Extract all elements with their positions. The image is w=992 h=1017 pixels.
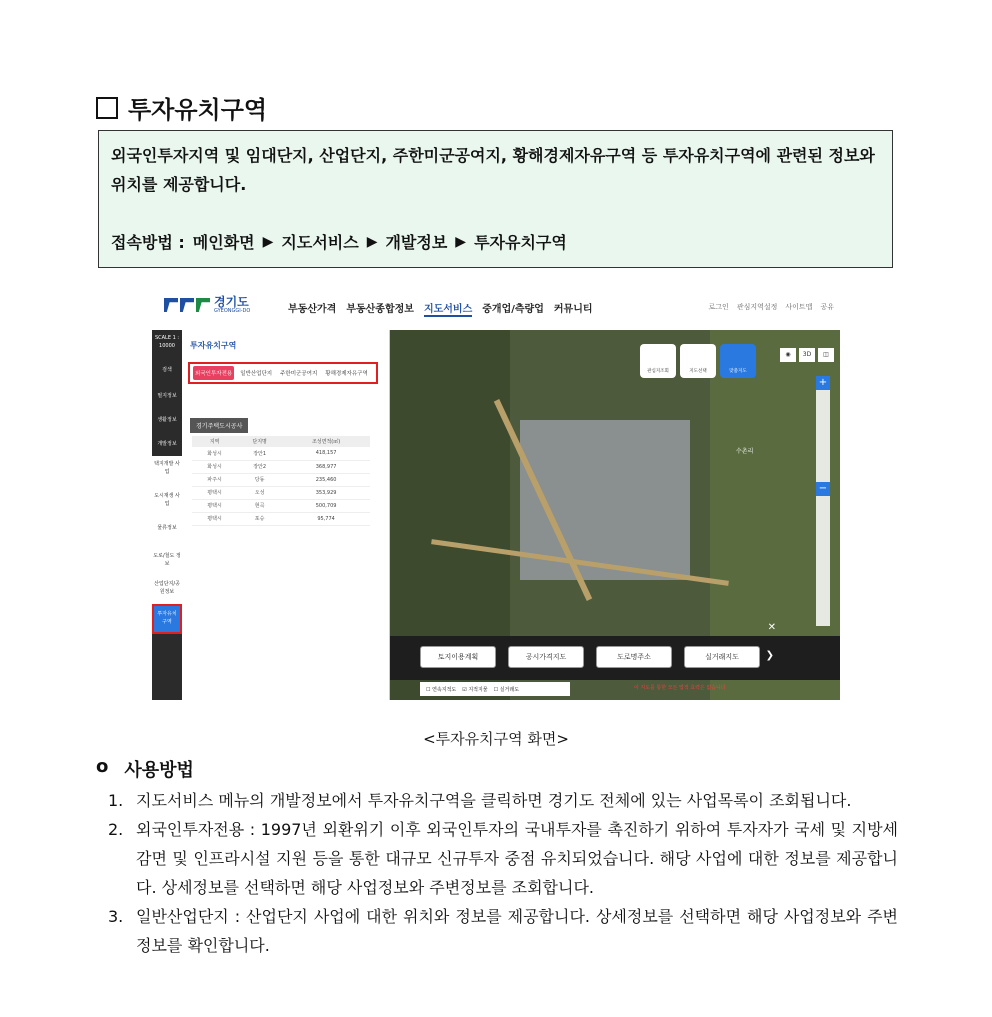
checkbox-square-icon <box>96 97 118 119</box>
sidebar-item-search[interactable]: 검색 <box>162 367 172 373</box>
table-row[interactable] <box>192 512 370 525</box>
map-bottom-bar <box>390 622 840 680</box>
sidebar-item-regen[interactable]: 도시재생 사업 <box>152 488 182 520</box>
utility-links <box>709 302 834 312</box>
main-nav <box>288 300 593 317</box>
map-layer-buttons <box>420 646 760 668</box>
nav-item[interactable]: 부동산가격 <box>288 304 337 315</box>
cell: 장안1 <box>237 447 282 460</box>
sidebar-item-road[interactable]: 도로/철도 정보 <box>152 548 182 576</box>
bullet: o <box>96 756 109 777</box>
cell: 418,157 <box>282 447 370 460</box>
checkbox-transaction[interactable]: ☐ 실거래도 <box>493 686 520 693</box>
step-number: 1. <box>108 791 124 810</box>
list-item <box>108 815 898 902</box>
route-step: 메인화면 <box>192 233 255 252</box>
cell: 353,929 <box>282 486 370 499</box>
login-link[interactable]: 로그인 <box>708 303 729 311</box>
route-step: 개발정보 <box>385 233 448 252</box>
checkbox-label: 연속지적도 <box>432 686 457 693</box>
chevron-right-icon[interactable]: ❯ <box>765 650 774 661</box>
table-header: 조성면적(㎡) <box>282 436 370 447</box>
logo-text: 경기도 <box>214 295 249 309</box>
checkbox-label: 실거래도 <box>499 686 520 693</box>
section-heading <box>96 90 267 125</box>
info-description: 외국인투자지역 및 임대단지, 산업단지, 주한미군공여지, 황해경제자유구역 등 투자유치구역에 관련된 정보와 위치를 제공합니다. <box>111 146 875 194</box>
info-panel <box>182 330 390 700</box>
route-step: 투자유치구역 <box>474 233 567 252</box>
logo-mark-icon <box>164 298 210 312</box>
site-header <box>152 286 840 330</box>
nav-item-active[interactable]: 지도서비스 <box>424 300 472 317</box>
sitemap-link[interactable]: 사이트맵 <box>785 303 813 311</box>
tab-general-industrial[interactable]: 일반산업단지 <box>240 371 273 377</box>
table-row[interactable] <box>192 447 370 460</box>
heading-text: 투자유치구역 <box>128 96 268 124</box>
access-route <box>111 228 880 257</box>
gyeonggi-logo[interactable] <box>164 296 250 314</box>
satellite-map[interactable] <box>390 330 840 700</box>
tab-foreign[interactable]: 외국인투자전용 <box>193 366 234 380</box>
cell: 현곡 <box>237 499 282 512</box>
interest-query-button[interactable]: 관심지조회 <box>640 344 676 378</box>
project-table <box>192 436 370 526</box>
tab-yellow-sea[interactable]: 황해경제자유구역 <box>325 371 368 377</box>
nav-item[interactable]: 부동산종합정보 <box>346 304 414 315</box>
zoom-in-icon[interactable]: + <box>816 376 830 390</box>
step-number: 2. <box>108 820 124 839</box>
map-warning: 이 지도를 통한 모든 법적 효력은 없습니다 <box>634 685 726 691</box>
route-step: 지도서비스 <box>281 233 359 252</box>
nav-item[interactable]: 중개업/측량업 <box>482 304 544 315</box>
checkbox-cadastral[interactable]: ☑ 지적지물 <box>462 686 488 693</box>
category-tabs <box>188 362 378 384</box>
sidebar-item-dev[interactable]: 개발정보 <box>157 441 177 447</box>
share-link[interactable]: 공유 <box>820 303 834 311</box>
3d-view-button[interactable]: 3D <box>799 348 815 362</box>
panel-title: 투자유치구역 <box>190 341 237 350</box>
road-address-button[interactable]: 도로명주소 <box>596 646 672 668</box>
table-row[interactable] <box>192 473 370 486</box>
checkbox-continuous[interactable]: ☐ 연속지적도 <box>426 686 457 693</box>
usage-steps <box>108 786 898 960</box>
cell: 500,709 <box>282 499 370 512</box>
sidebar-item-industrial[interactable]: 산업단지/공원정보 <box>152 576 182 604</box>
cell: 평택시 <box>192 512 237 525</box>
custom-map-button[interactable]: 맞춤지도 <box>720 344 756 378</box>
land-use-button[interactable]: 토지이용계획 <box>420 646 496 668</box>
step-text: 지도서비스 메뉴의 개발정보에서 투자유치구역을 클릭하면 경기도 전체에 있는 사업목록이 조회됩니다. <box>136 791 852 810</box>
price-map-button[interactable]: 공시가격지도 <box>508 646 584 668</box>
figure-caption: <투자유치구역 화면> <box>423 730 569 748</box>
zoom-control[interactable] <box>816 376 830 626</box>
checkbox-label: 지적지물 <box>468 686 488 693</box>
table-header: 단지명 <box>237 436 282 447</box>
cell: 평택시 <box>192 486 237 499</box>
step-number: 3. <box>108 907 124 926</box>
map-select-button[interactable]: 지도선택 <box>680 344 716 378</box>
route-label: 접속방법 : <box>111 233 185 252</box>
streetview-icon[interactable]: ◉ <box>780 348 796 362</box>
transaction-map-button[interactable]: 실거래지도 <box>684 646 760 668</box>
sidebar-item-life[interactable]: 생활정보 <box>157 417 177 423</box>
nav-item[interactable]: 커뮤니티 <box>553 304 593 315</box>
cell: 화성시 <box>192 447 237 460</box>
place-label: 수촌리 <box>736 448 754 455</box>
table-row[interactable] <box>192 499 370 512</box>
cell: 95,774 <box>282 512 370 525</box>
sidebar-item-parcel[interactable]: 필지정보 <box>157 393 177 399</box>
sidebar-item-housing[interactable]: 택지개발 사업 <box>152 456 182 488</box>
cell: 368,977 <box>282 460 370 473</box>
zoom-out-icon[interactable]: − <box>816 482 830 496</box>
embedded-screenshot <box>152 286 840 700</box>
arrow-right-icon: ▶ <box>366 234 378 250</box>
table-row[interactable] <box>192 460 370 473</box>
left-sidebar <box>152 330 182 700</box>
cell: 장안2 <box>237 460 282 473</box>
step-text: 일반산업단지 : 산업단지 사업에 대한 위치와 정보를 제공합니다. 상세정보를 선택하면 해당 사업정보와 주변정보를 확인합니다. <box>136 907 898 955</box>
sidebar-item-logistics[interactable]: 물류정보 <box>152 520 182 548</box>
usage-title: 사용방법 <box>124 760 194 781</box>
info-box <box>98 130 893 268</box>
list-item <box>108 786 898 815</box>
sidebar-item-investment[interactable]: 투자유치 구역 <box>152 604 182 634</box>
usage-heading <box>96 756 194 782</box>
cell: 평택시 <box>192 499 237 512</box>
list-item <box>108 902 898 960</box>
cell: 파주시 <box>192 473 237 486</box>
cell: 235,460 <box>282 473 370 486</box>
split-view-icon[interactable]: ◫ <box>818 348 834 362</box>
step-text: 외국인투자전용 : 1997년 외환위기 이후 외국인투자의 국내투자를 촉진하기 위하여 투자자가 국세 및 지방세 감면 및 인프라시설 지원 등을 통한 대규모 신규투자 중점 유치되었습니다. 해당 사업에 대한 정보를 제공합니다. 상세정보를 선택하면 해당 사업정보와 주변정보를 조회합니다. <box>136 820 898 897</box>
org-label: 경기주택도시공사 <box>190 418 248 433</box>
tab-usfk[interactable]: 주한미군공여지 <box>280 371 318 377</box>
table-header: 지역 <box>192 436 237 447</box>
layer-checkboxes <box>420 682 570 696</box>
table-row[interactable] <box>192 486 370 499</box>
interest-area-link[interactable]: 관심지역설정 <box>736 303 778 311</box>
map-mode-buttons <box>640 344 756 378</box>
map-view-tools <box>780 348 834 362</box>
cell: 화성시 <box>192 460 237 473</box>
arrow-right-icon: ▶ <box>262 234 274 250</box>
cell: 당동 <box>237 473 282 486</box>
logo-subtext: GYEONGGI-DO <box>214 308 251 314</box>
arrow-right-icon: ▶ <box>455 234 467 250</box>
cell: 포승 <box>237 512 282 525</box>
close-icon[interactable]: ✕ <box>767 622 776 633</box>
sidebar-scale: SCALE 1 : 10000 <box>154 335 180 349</box>
cell: 오성 <box>237 486 282 499</box>
